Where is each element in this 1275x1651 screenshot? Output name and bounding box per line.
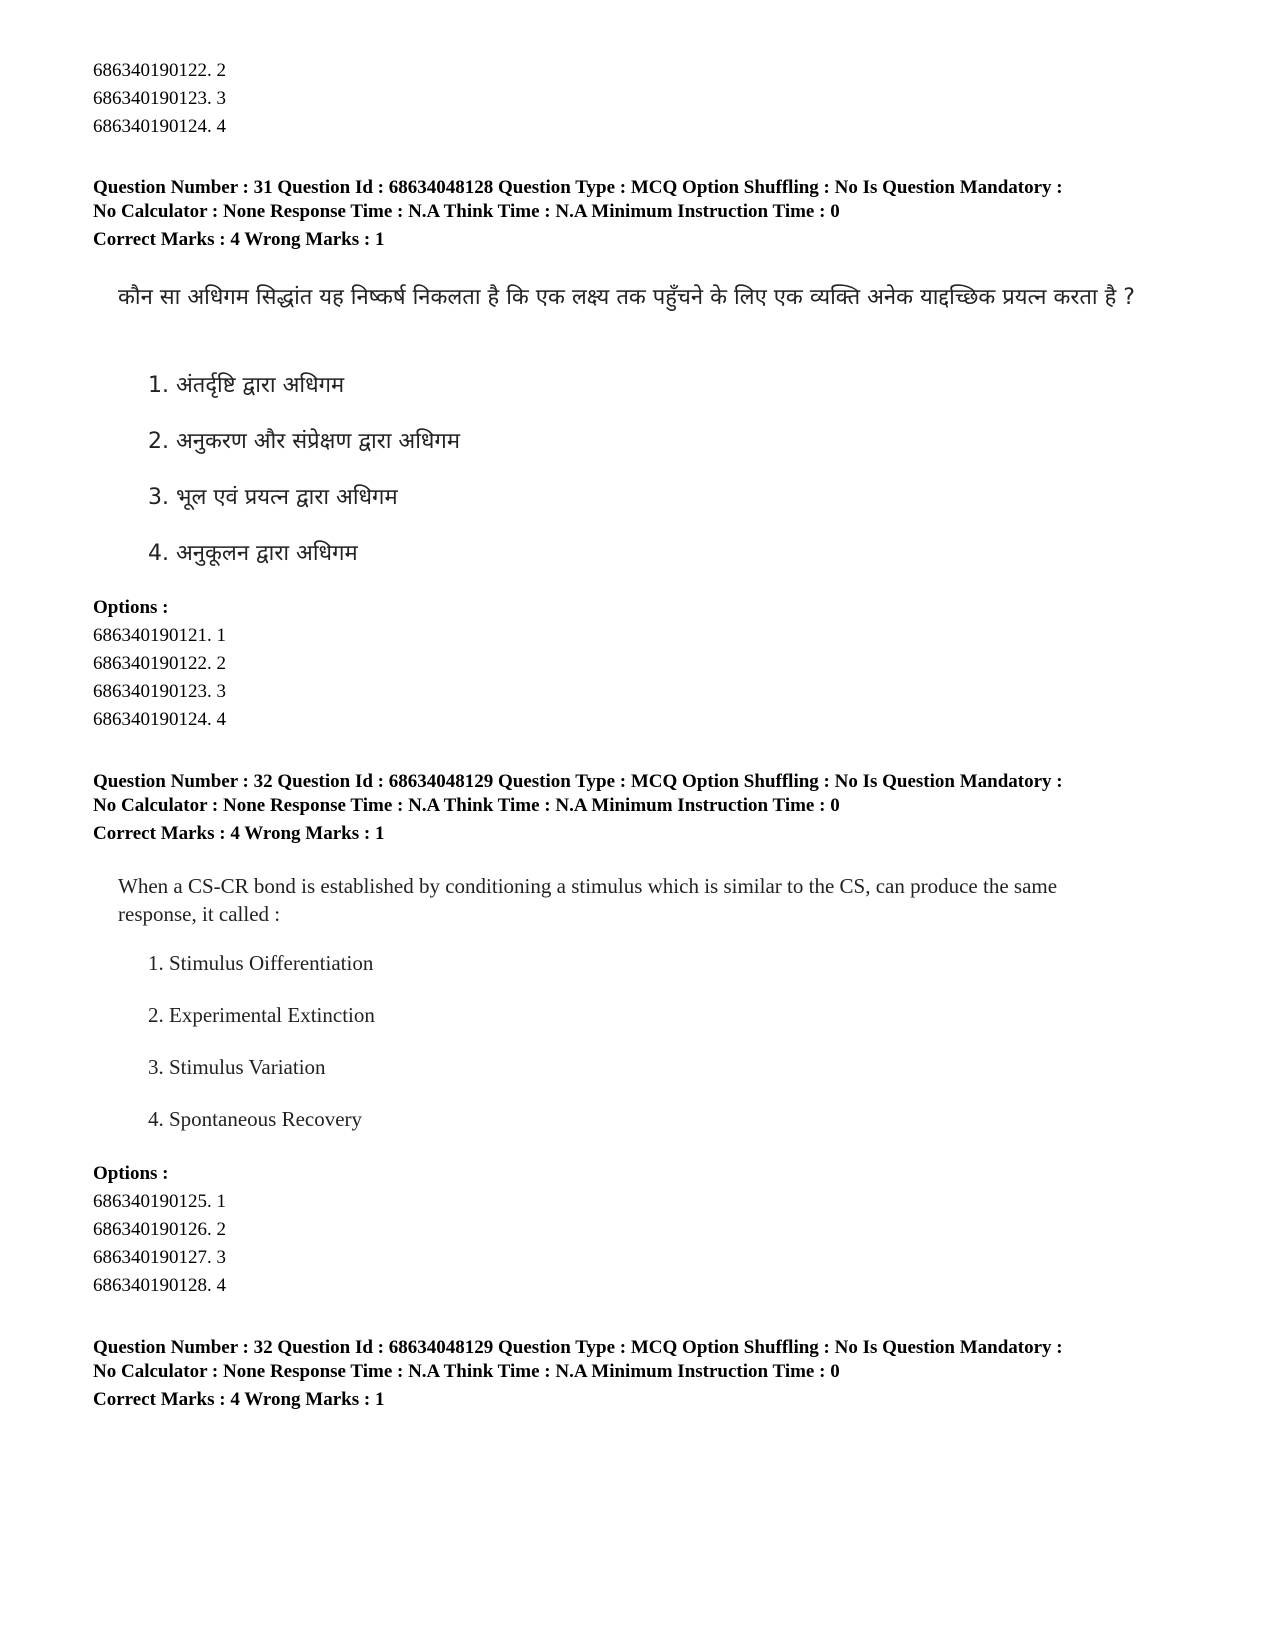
question-32-text: When a CS-CR bond is established by conditioning a stimulus which is similar to the CS, can produce the same response, it called : xyxy=(118,874,1058,926)
meta-line: No Calculator : None Response Time : N.A Think Time : N.A Minimum Instruction Time : 0 xyxy=(93,795,840,816)
option-line: 686340190127. 3 xyxy=(93,1247,226,1268)
question-31-choice: 4. अनुकूलन द्वारा अधिगम xyxy=(148,541,358,566)
options-label: Options : xyxy=(93,597,169,618)
option-line: 686340190128. 4 xyxy=(93,1275,226,1296)
option-line: 686340190122. 2 xyxy=(93,60,226,81)
question-31-text: कौन सा अधिगम सिद्धांत यह निष्कर्ष निकलता है कि एक लक्ष्य तक पहुँचने के लिए एक व्यक्ति अनेक याद्दच्छिक प्रयत्न करता है ? xyxy=(118,285,1135,310)
option-line: 686340190122. 2 xyxy=(93,653,226,674)
option-line: 686340190124. 4 xyxy=(93,116,226,137)
question-31-meta xyxy=(93,176,1213,224)
meta-line: No Calculator : None Response Time : N.A Think Time : N.A Minimum Instruction Time : 0 xyxy=(93,1361,840,1382)
question-31-choice: 3. भूल एवं प्रयत्न द्वारा अधिगम xyxy=(148,485,398,510)
options-label: Options : xyxy=(93,1163,169,1184)
question-31-choice: 2. अनुकरण और संप्रेक्षण द्वारा अधिगम xyxy=(148,429,460,454)
question-32-choice: 1. Stimulus Oifferentiation xyxy=(148,951,374,975)
option-line: 686340190125. 1 xyxy=(93,1191,226,1212)
question-32-marks: Correct Marks : 4 Wrong Marks : 1 xyxy=(93,823,385,844)
meta-line: No Calculator : None Response Time : N.A Think Time : N.A Minimum Instruction Time : 0 xyxy=(93,201,840,222)
option-line: 686340190121. 1 xyxy=(93,625,226,646)
option-line: 686340190123. 3 xyxy=(93,681,226,702)
option-line: 686340190123. 3 xyxy=(93,88,226,109)
option-line: 686340190124. 4 xyxy=(93,709,226,730)
meta-line: Question Number : 31 Question Id : 68634048128 Question Type : MCQ Option Shuffling : No Is Question Mandatory : xyxy=(93,177,1063,198)
question-32-meta xyxy=(93,770,1213,818)
question-32-repeat-meta xyxy=(93,1336,1213,1384)
option-line: 686340190126. 2 xyxy=(93,1219,226,1240)
meta-line: Question Number : 32 Question Id : 68634048129 Question Type : MCQ Option Shuffling : No Is Question Mandatory : xyxy=(93,771,1063,792)
question-32-repeat-marks: Correct Marks : 4 Wrong Marks : 1 xyxy=(93,1389,385,1410)
question-32-choice: 2. Experimental Extinction xyxy=(148,1003,375,1027)
meta-line: Question Number : 32 Question Id : 68634048129 Question Type : MCQ Option Shuffling : No Is Question Mandatory : xyxy=(93,1337,1063,1358)
question-31-choice: 1. अंतर्दृष्टि द्वारा अधिगम xyxy=(148,373,345,398)
question-31-marks: Correct Marks : 4 Wrong Marks : 1 xyxy=(93,229,385,250)
question-32-choice: 3. Stimulus Variation xyxy=(148,1055,326,1079)
question-32-choice: 4. Spontaneous Recovery xyxy=(148,1107,363,1131)
